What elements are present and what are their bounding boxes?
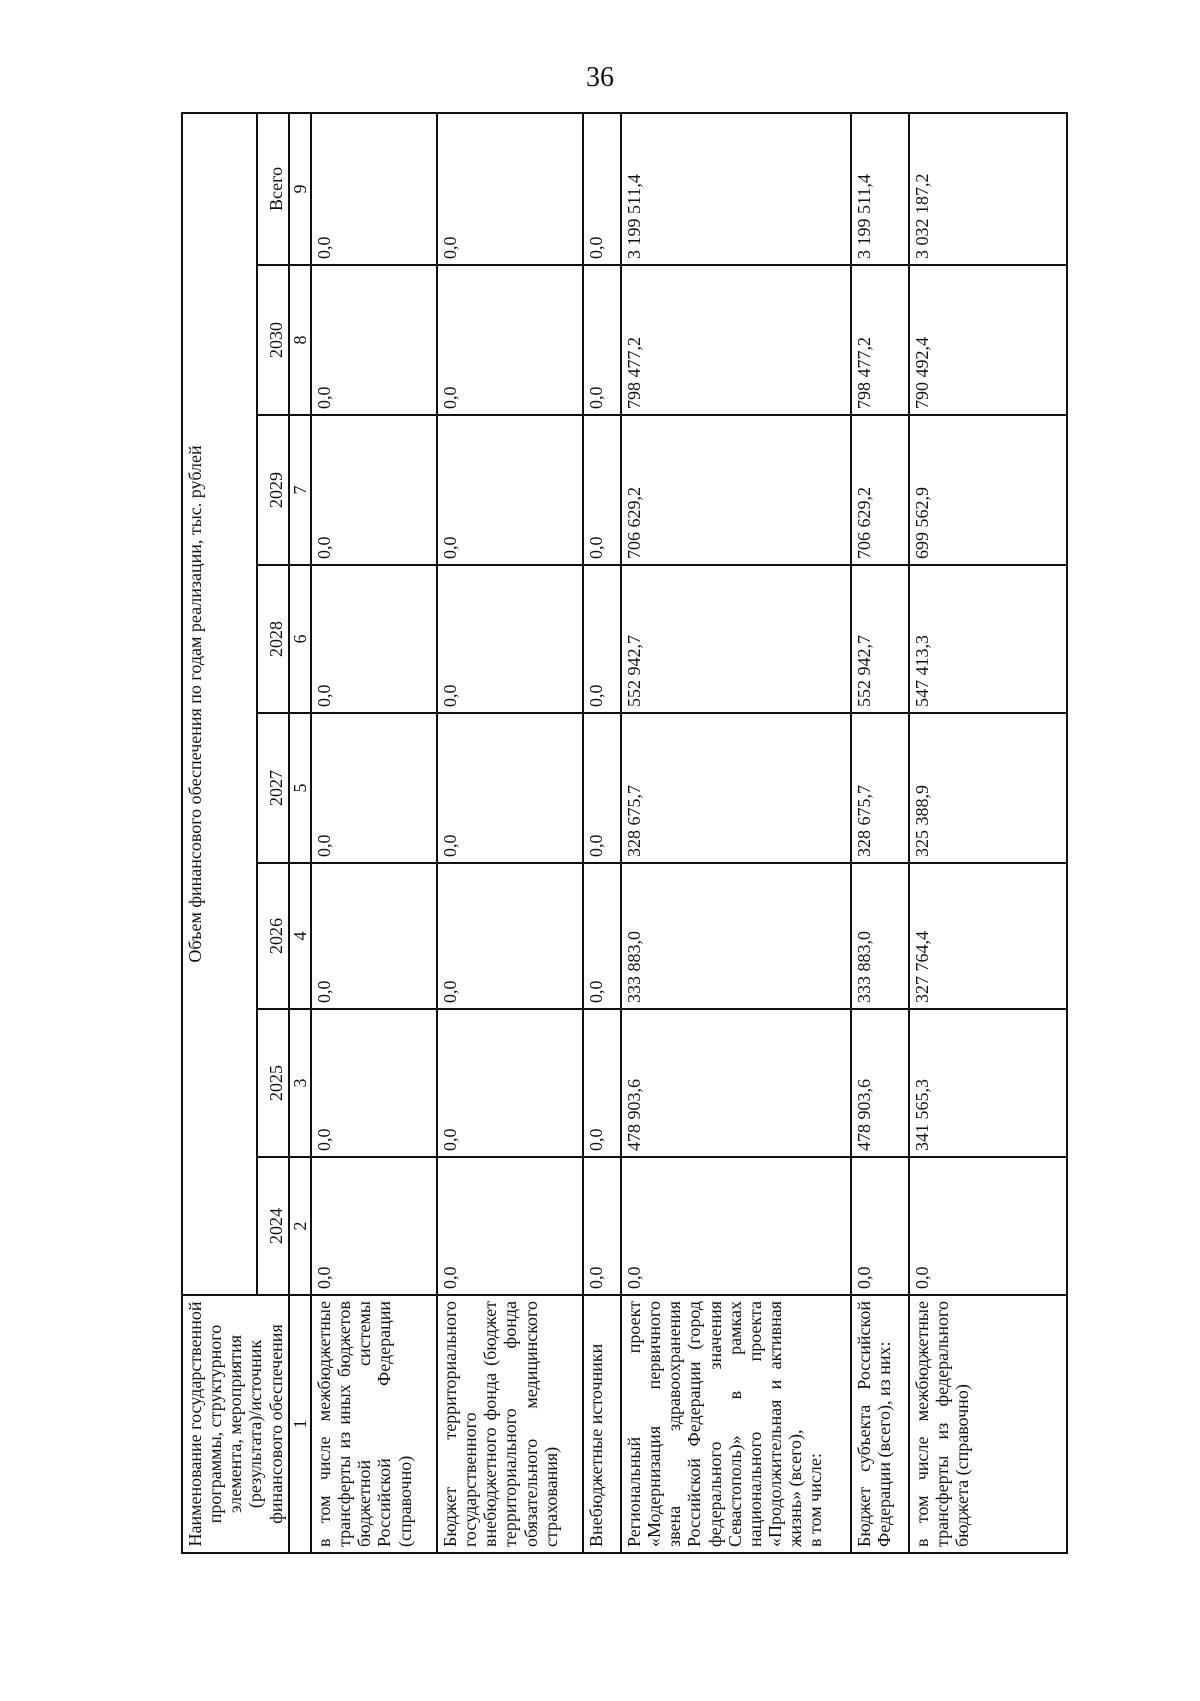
- cell-value: 328 675,7: [851, 713, 909, 863]
- table-row: [583, 113, 621, 1553]
- cell-value: 798 477,2: [851, 265, 909, 415]
- cell-value: 790 492,4: [909, 265, 1067, 415]
- cell-value: 0,0: [583, 265, 621, 415]
- header-year-2028: 2028: [257, 565, 289, 713]
- header-year-2026: 2026: [257, 863, 289, 1009]
- header-total: Всего: [257, 113, 289, 265]
- cell-value: 0,0: [437, 265, 583, 415]
- cell-value: 325 388,9: [909, 713, 1067, 863]
- cell-value: 0,0: [583, 863, 621, 1009]
- cell-value: 478 903,6: [621, 1009, 851, 1157]
- cell-value: 0,0: [437, 1009, 583, 1157]
- header-year-2030: 2030: [257, 265, 289, 415]
- col-number: 5: [289, 713, 311, 863]
- col-number: 1: [289, 1295, 311, 1553]
- cell-value: 0,0: [583, 713, 621, 863]
- rotated-table-wrapper: [181, 114, 1061, 1554]
- cell-value: 0,0: [437, 863, 583, 1009]
- cell-value: 0,0: [311, 1009, 437, 1157]
- cell-value: 552 942,7: [851, 565, 909, 713]
- cell-value: 0,0: [311, 113, 437, 265]
- cell-value: 341 565,3: [909, 1009, 1067, 1157]
- table-row: [311, 113, 437, 1553]
- cell-value: 798 477,2: [621, 265, 851, 415]
- header-name-column: Наименование государственной программы, структурного элемента, мероприятия (результата)/источник финансового обеспечения: [182, 1295, 289, 1553]
- cell-value: 0,0: [311, 565, 437, 713]
- cell-value: 0,0: [311, 713, 437, 863]
- cell-value: 0,0: [621, 1157, 851, 1295]
- cell-value: 3 032 187,2: [909, 113, 1067, 265]
- financing-table: [181, 112, 1068, 1554]
- cell-value: 0,0: [909, 1157, 1067, 1295]
- cell-value: 333 883,0: [851, 863, 909, 1009]
- cell-value: 0,0: [311, 415, 437, 565]
- cell-value: 0,0: [437, 565, 583, 713]
- header-year-2024: 2024: [257, 1157, 289, 1295]
- header-financing-volume: Объем финансового обеспечения по годам реализации, тыс. рублей: [182, 113, 257, 1295]
- col-number: 2: [289, 1157, 311, 1295]
- cell-value: 0,0: [311, 1157, 437, 1295]
- col-number: 6: [289, 565, 311, 713]
- table-row: [851, 113, 909, 1553]
- col-number: 3: [289, 1009, 311, 1157]
- cell-value: 0,0: [437, 113, 583, 265]
- table-row: [909, 113, 1067, 1553]
- page-number: 36: [586, 62, 614, 93]
- cell-value: 0,0: [311, 265, 437, 415]
- cell-value: 547 413,3: [909, 565, 1067, 713]
- cell-value: 3 199 511,4: [621, 113, 851, 265]
- cell-value: 0,0: [583, 113, 621, 265]
- cell-value: 0,0: [583, 1009, 621, 1157]
- col-number: 7: [289, 415, 311, 565]
- col-number: 9: [289, 113, 311, 265]
- cell-value: 0,0: [437, 713, 583, 863]
- row-name: в том числе межбюджетные трансферты из иных бюджетов бюджетной системы Российской Федерации (справочно): [311, 1295, 437, 1553]
- cell-value: 328 675,7: [621, 713, 851, 863]
- header-year-2029: 2029: [257, 415, 289, 565]
- header-year-2027: 2027: [257, 713, 289, 863]
- row-name: в том числе межбюджетные трансферты из федерального бюджета (справочно): [909, 1295, 1067, 1553]
- cell-value: 552 942,7: [621, 565, 851, 713]
- cell-value: 699 562,9: [909, 415, 1067, 565]
- cell-value: 706 629,2: [851, 415, 909, 565]
- row-name-extra: в том числе:: [805, 1453, 826, 1547]
- cell-value: 0,0: [583, 565, 621, 713]
- cell-value: 0,0: [311, 863, 437, 1009]
- row-name: Бюджет территориального государственного внебюджетного фонда (бюджет территориального фонда обязательного медицинского страхования): [437, 1295, 583, 1553]
- cell-value: 478 903,6: [851, 1009, 909, 1157]
- table-row: [621, 113, 851, 1553]
- cell-value: 333 883,0: [621, 863, 851, 1009]
- row-name: Бюджет субъекта Российской Федерации (всего), из них:: [851, 1295, 909, 1553]
- cell-value: 0,0: [437, 415, 583, 565]
- cell-value: 0,0: [437, 1157, 583, 1295]
- col-number: 8: [289, 265, 311, 415]
- cell-value: 0,0: [851, 1157, 909, 1295]
- row-name: Внебюджетные источники: [583, 1295, 621, 1553]
- cell-value: 0,0: [583, 415, 621, 565]
- col-number: 4: [289, 863, 311, 1009]
- cell-value: 0,0: [583, 1157, 621, 1295]
- cell-value: 706 629,2: [621, 415, 851, 565]
- cell-value: 3 199 511,4: [851, 113, 909, 265]
- row-name: [621, 1295, 851, 1553]
- cell-value: 327 764,4: [909, 863, 1067, 1009]
- row-name-main: Региональный проект «Модернизация первичного звена здравоохранения Российской Федерации (город федерального значения Севастополь)» в рамках национального проекта «Продолжительная и активная жизнь» (всего),: [623, 1301, 806, 1547]
- table-row: [437, 113, 583, 1553]
- header-year-2025: 2025: [257, 1009, 289, 1157]
